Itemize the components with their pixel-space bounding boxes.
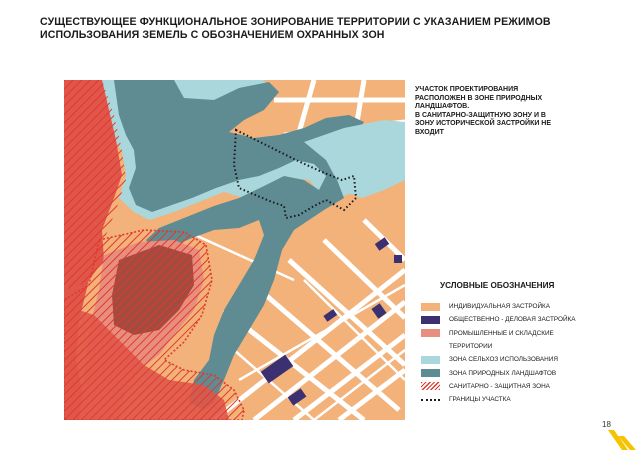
legend-item	[421, 380, 621, 393]
note-line: ЗОНУ ИСТОРИЧЕСКОЙ ЗАСТРОЙКИ НЕ	[415, 120, 552, 128]
legend-item	[421, 366, 621, 379]
legend-label: ИНДИВИДУАЛЬНАЯ ЗАСТРОЙКА	[449, 303, 551, 311]
legend-swatch-landscape	[421, 369, 440, 377]
zoning-map-svg	[64, 80, 405, 420]
page-title: СУЩЕСТВУЮЩЕЕ ФУНКЦИОНАЛЬНОЕ ЗОНИРОВАНИЕ ТЕРРИТОРИИ С УКАЗАНИЕМ РЕЖИМОВ ИСПОЛЬЗОВАНИЯ ЗЕМЕЛЬ С ОБОЗНАЧЕНИЕМ ОХРАННЫХ ЗОН	[40, 16, 551, 41]
legend-label: ГРАНИЦЫ УЧАСТКА	[449, 396, 511, 404]
project-note	[415, 86, 600, 138]
legend-swatch-boundary	[421, 399, 440, 401]
note-line: ЛАНДШАФТОВ.	[415, 103, 470, 111]
legend-swatch-industrial	[421, 329, 440, 337]
page-number: 18	[602, 420, 611, 429]
legend-item	[421, 300, 621, 313]
legend-swatch-agricultural	[421, 356, 440, 364]
legend-swatch-sanitary	[421, 382, 440, 390]
legend-label: ЗОНА СЕЛЬХОЗ ИСПОЛЬЗОВАНИЯ	[449, 356, 558, 364]
legend-label: САНИТАРНО - ЗАЩИТНАЯ ЗОНА	[449, 382, 550, 390]
legend-item	[421, 327, 621, 340]
legend	[421, 300, 621, 406]
note-line: В САНИТАРНО-ЗАЩИТНУЮ ЗОНУ И В	[415, 111, 546, 119]
note-line: УЧАСТОК ПРОЕКТИРОВАНИЯ	[415, 86, 519, 93]
legend-item	[421, 353, 621, 366]
legend-label: ЗОНА ПРИРОДНЫХ ЛАНДШАФТОВ	[449, 369, 557, 377]
zoning-map	[64, 80, 405, 420]
legend-swatch-public	[421, 316, 440, 324]
legend-item	[421, 313, 621, 326]
legend-label: ОБЩЕСТВЕННО - ДЕЛОВАЯ ЗАСТРОЙКА	[449, 316, 576, 324]
legend-label: ТЕРРИТОРИИ	[449, 343, 493, 351]
note-line: РАСПОЛОЖЕН В ЗОНЕ ПРИРОДНЫХ	[415, 94, 543, 102]
legend-label: ПРОМЫШЛЕННЫЕ И СКЛАДСКИЕ	[449, 329, 554, 337]
legend-swatch-residential	[421, 303, 440, 311]
legend-title: УСЛОВНЫЕ ОБОЗНАЧЕНИЯ	[440, 281, 555, 290]
note-line: ВХОДИТ	[415, 128, 444, 136]
legend-swatch-blank	[421, 343, 440, 351]
corner-accent-icon	[602, 430, 636, 450]
legend-item	[421, 393, 621, 406]
legend-item	[421, 340, 621, 353]
